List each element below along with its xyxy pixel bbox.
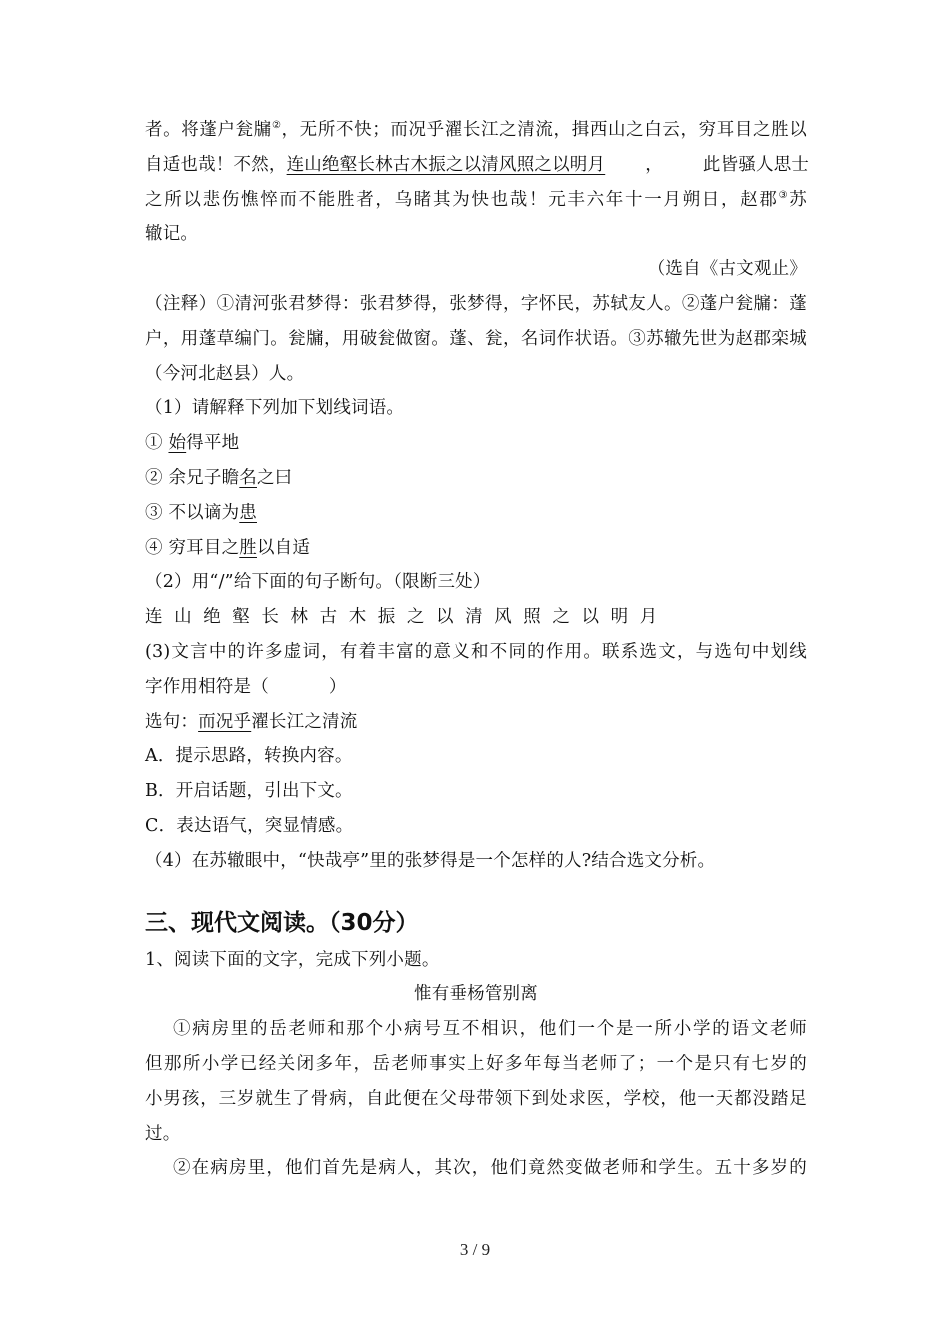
para1-line-3: 小男孩，三岁就生了骨病，自此便在父母带领下到处求医，学校，他一天都没踏足 <box>145 1088 807 1109</box>
document-page <box>145 113 810 1186</box>
q1-item-3 <box>145 496 807 531</box>
underlined-word: 患 <box>239 502 257 523</box>
para1-line-1: ①病房里的岳老师和那个小病号互不相识，他们一个是一所小学的语文老师 <box>173 1019 807 1040</box>
q1-item-2 <box>145 461 807 496</box>
text: 此皆骚人思士 <box>702 154 810 175</box>
underlined-phrase: 而况乎 <box>198 711 252 732</box>
q1-item-1 <box>145 426 807 461</box>
q3-option-a: A．提示思路，转换内容。 <box>145 746 353 767</box>
q1-prompt: （1）请解释下列加下划线词语。 <box>145 398 405 419</box>
underlined-word: 名 <box>239 467 257 488</box>
text: 之曰 <box>256 467 293 488</box>
underlined-word: 始 <box>168 433 187 454</box>
section-instruction: 1、阅读下面的文字，完成下列小题。 <box>145 949 440 970</box>
passage-line-3 <box>145 183 807 218</box>
passage-line-4: 辙记。 <box>145 224 199 245</box>
article-title: 惟有垂杨管别离 <box>414 984 538 1005</box>
text: ， <box>645 154 663 175</box>
q3-option-b: B．开启话题，引出下文。 <box>145 781 353 802</box>
text: 自适也哉！不然， <box>145 154 287 175</box>
item-number: ② <box>145 467 163 488</box>
footnote-ref-3: ③ <box>778 189 790 201</box>
text: 苏 <box>789 189 807 210</box>
text: 余兄子瞻 <box>168 467 240 488</box>
item-number: ④ <box>145 537 163 558</box>
text: 者。将蓬户瓮牖 <box>145 120 272 140</box>
text: 不以谪为 <box>168 502 240 523</box>
para1-line-2: 但那所小学已经关闭多年，岳老师事实上好多年每当老师了；一个是只有七岁的 <box>145 1053 807 1074</box>
q3-option-c: C．表达语气，突显情感。 <box>145 815 354 836</box>
text: ） <box>328 676 347 697</box>
item-number: ③ <box>145 502 163 523</box>
q3-selected-sentence <box>145 705 807 740</box>
para2-line-1: ②在病房里，他们首先是病人，其次，他们竟然变做老师和学生。五十多岁的 <box>173 1158 807 1179</box>
source-citation: （选自《古文观止》 <box>647 259 807 280</box>
q3-prompt-line-2 <box>145 670 807 705</box>
passage-line-1 <box>145 113 807 148</box>
underlined-sentence: 连山绝壑长林古木振之以清风照之以明月 <box>286 154 606 175</box>
q2-sentence: 连山绝壑长林古木振之以清风照之以明月 <box>145 607 669 628</box>
passage-line-2 <box>145 148 810 183</box>
text: 濯长江之清流 <box>251 711 358 732</box>
notes-line-1: （注释）①清河张君梦得：张君梦得，张梦得，字怀民，苏轼友人。②蓬户瓮牖：蓬 <box>145 293 807 314</box>
label: 选句： <box>145 711 199 732</box>
footnote-ref-2: ② <box>271 120 282 131</box>
notes-line-3: （今河北赵县）人。 <box>145 363 305 384</box>
text: 以自适 <box>256 537 311 558</box>
text: 字作用相符是（ <box>145 676 269 697</box>
page-number: 3 / 9 <box>459 1240 491 1259</box>
q3-prompt-line-1: (3)文言中的许多虚词，有着丰富的意义和不同的作用。联系选文，与选句中划线 <box>145 641 807 662</box>
para1-line-4: 过。 <box>145 1123 181 1144</box>
underlined-word: 胜 <box>239 537 257 558</box>
item-number: ① <box>145 433 163 454</box>
text: 穷耳目之 <box>168 537 240 558</box>
text: 得平地 <box>186 433 240 454</box>
section-heading: 三、现代文阅读。（30分） <box>145 909 419 936</box>
text: ，无所不快；而况乎濯长江之清流，揖西山之白云，穷耳目之胜以 <box>281 120 807 140</box>
q4-prompt: （4）在苏辙眼中，“快哉亭”里的张梦得是一个怎样的人?结合选文分析。 <box>145 850 716 871</box>
notes-line-2: 户，用蓬草编门。瓮牖，用破瓮做窗。蓬、瓮，名词作状语。③苏辙先世为赵郡栾城 <box>145 328 807 349</box>
q1-item-4 <box>145 531 807 566</box>
q2-prompt: （2）用“/”给下面的句子断句。（限断三处） <box>145 572 491 593</box>
text: 之所以悲伤憔悴而不能胜者，乌睹其为快也哉！元丰六年十一月朔日，赵郡 <box>145 189 779 210</box>
